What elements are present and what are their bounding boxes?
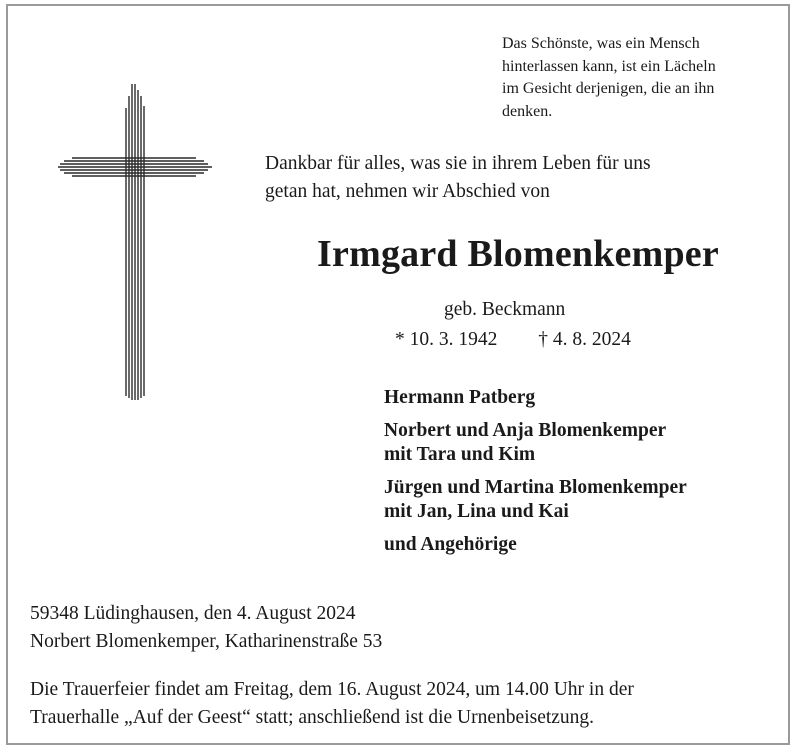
funeral-service-info (30, 676, 770, 732)
mourner-line: Norbert und Anja Blomenkemper (384, 420, 667, 441)
intro-line: Dankbar für alles, was sie in ihrem Leben für uns (265, 153, 651, 174)
mourner-line: mit Tara und Kim (384, 444, 536, 465)
mourner-line: mit Jan, Lina und Kai (384, 501, 569, 522)
mourner-group (384, 386, 687, 410)
quote-line: im Gesicht derjenigen, die an ihn (502, 80, 715, 97)
mourner-line: und Angehörige (384, 534, 517, 555)
place-line: 59348 Lüdinghausen, den 4. August 2024 (30, 603, 356, 624)
mourner-group (384, 419, 687, 467)
mourner-group (384, 533, 687, 557)
quote-line: hinterlassen kann, ist ein Lächeln (502, 57, 716, 75)
mourner-line: Jürgen und Martina Blomenkemper (384, 477, 687, 498)
mourners-list (384, 386, 687, 566)
death-date: † 4. 8. 2024 (538, 329, 631, 350)
mourner-group (384, 476, 687, 524)
birth-date: * 10. 3. 1942 (395, 329, 498, 350)
maiden-name: geb. Beckmann (444, 299, 566, 320)
intro-line: getan hat, nehmen wir Abschied von (265, 181, 550, 202)
quote-line: Das Schönste, was ein Mensch (502, 35, 700, 52)
place-and-address (30, 600, 382, 656)
life-dates (395, 329, 631, 351)
service-line: Die Trauerfeier findet am Freitag, dem 16. August 2024, um 14.00 Uhr in der (30, 679, 634, 700)
address-line: Norbert Blomenkemper, Katharinenstraße 53 (30, 631, 383, 652)
service-line: Trauerhalle „Auf der Geest“ statt; anschließend ist die Urnenbeisetzung. (30, 707, 595, 728)
quote-line: denken. (502, 102, 553, 120)
cross-icon (58, 84, 214, 400)
mourner-line: Hermann Patberg (384, 387, 536, 408)
memorial-quote (502, 33, 770, 123)
deceased-name: Irmgard Blomenkemper (317, 233, 719, 275)
intro-text (265, 150, 775, 206)
